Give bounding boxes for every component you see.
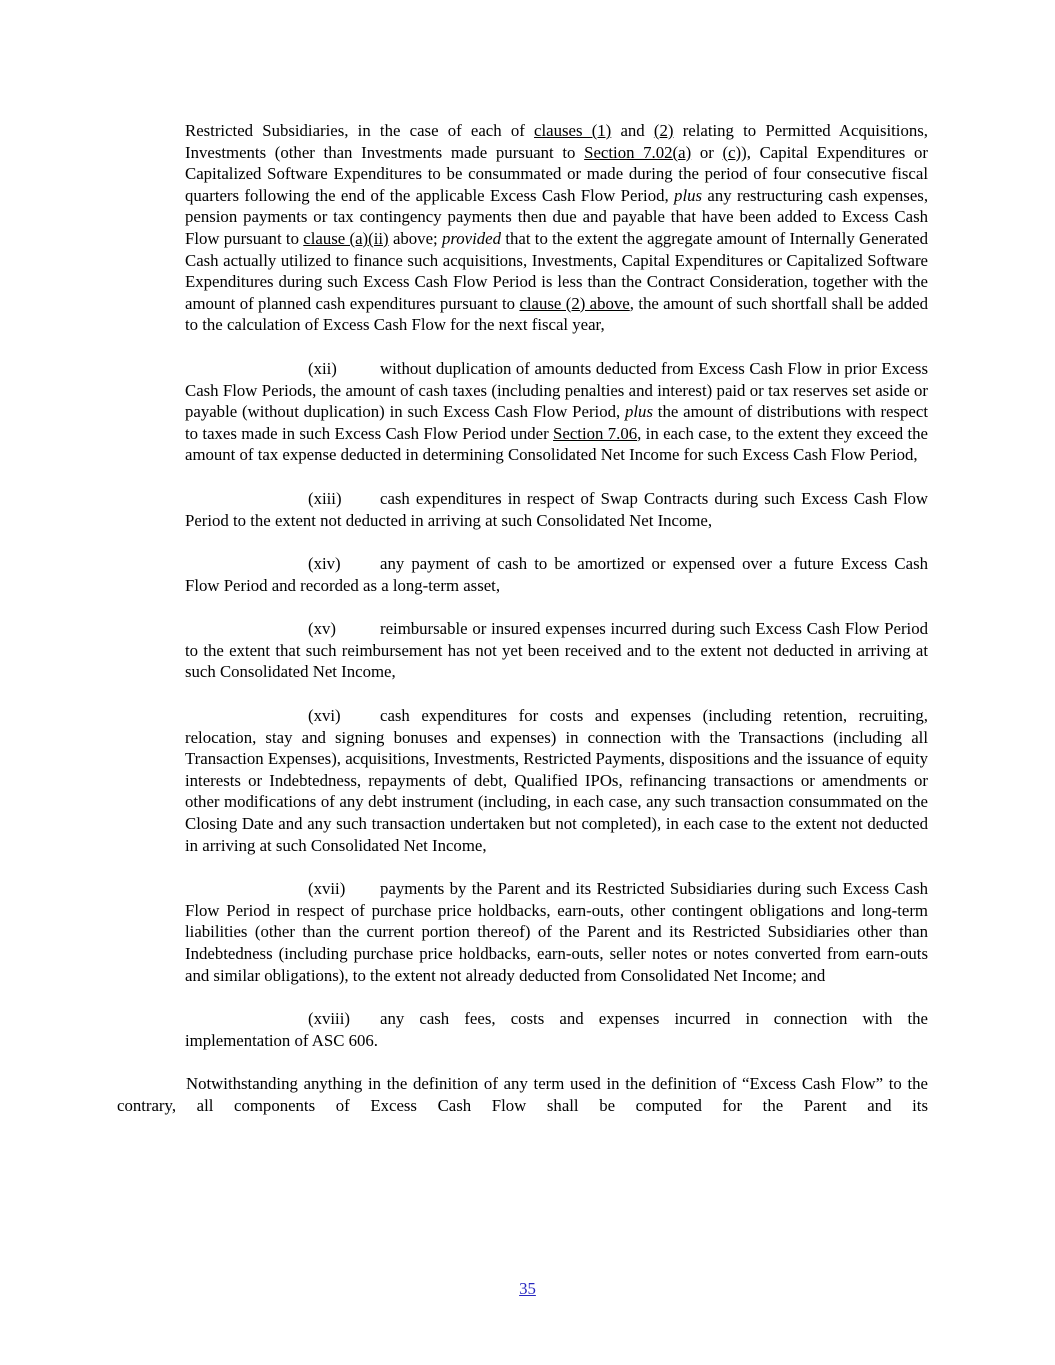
clause-number: (xiii): [308, 488, 342, 508]
clause-number: (xii): [308, 358, 337, 378]
paragraph-xiv: [185, 553, 928, 596]
text-segment: any cash fees, costs and expenses incurred in connection with the implementation of ASC 606.: [185, 1009, 928, 1050]
text-segment: ), Capital Expenditures or Capitalized Software Expenditures to be consummated or made during the period of four consecutive fiscal quarters following the end of the applicable Excess Cash Flow Period,: [185, 142, 928, 205]
cross-reference: Section 7.02(a): [584, 142, 692, 162]
clause-number: (xv): [308, 619, 336, 639]
text-segment: Restricted Subsidiaries, in the case of each of: [185, 121, 535, 140]
text-segment: payments by the Parent and its Restricted Subsidiaries during such Excess Cash Flow Period in respect of purchase price holdbacks, earn-outs, other contingent obligations and long-term liabilities (other than the current portion thereof) of the Parent and its Restricted Subsidiaries other than Indebtedness (including purchase price holdbacks, earn-outs, seller notes or notes converted from earn-outs and similar obligations), to the extent not already deducted from Consolidated Net Income; and: [185, 879, 928, 985]
text-segment: any payment of cash to be amortized or expensed over a future Excess Cash Flow Period and recorded as a long-term asset,: [185, 554, 928, 595]
clause-number: (xvii): [308, 879, 346, 899]
italic-text: plus: [625, 402, 653, 422]
text-segment: reimbursable or insured expenses incurred during such Excess Cash Flow Period to the extent that such reimbursement has not yet been received and to the extent not deducted in arriving at such Consolidated Net Income,: [185, 619, 928, 682]
text-segment: relating to Permitted Acquisitions, Investments (other than Investments made pursuant to: [185, 121, 928, 162]
clause-number: (xiv): [308, 554, 341, 574]
paragraph-xv: [185, 618, 928, 683]
paragraph-xvi: [185, 705, 928, 856]
text-segment: above;: [388, 228, 442, 248]
paragraph-xviii: [185, 1008, 928, 1051]
italic-text: provided: [441, 228, 502, 248]
cross-reference: clauses (1): [534, 121, 612, 140]
text-segment: the amount of distributions with respect to taxes made in such Excess Cash Flow Period under: [185, 402, 928, 443]
text-segment: any restructuring cash expenses, pension payments or tax contingency payments then due and payable that have been added to Excess Cash Flow pursuant to: [185, 185, 929, 248]
italic-text: plus: [674, 185, 703, 205]
paragraph-xiii: [185, 488, 928, 531]
document-body: [117, 120, 929, 1117]
cross-reference: clause (a)(ii): [303, 228, 389, 248]
text-segment: without duplication of amounts deducted from Excess Cash Flow in prior Excess Cash Flow Periods, the amount of cash taxes (including penalties and interest) paid or tax reserves set aside or payable (without duplication) in such Excess Cash Flow Period,: [185, 358, 928, 422]
cross-reference: Section 7.06: [553, 423, 638, 443]
cross-reference: (c): [722, 142, 742, 162]
text-segment: cash expenditures for costs and expenses (including retention, recruiting, relocation, stay and signing bonuses and expenses) in connection with the Transactions (including all Transaction Expenses), acquisitions, Investments, Restricted Payments, dispositions and the issuance of equity interests or Indebtedness, repayments of debt, Qualified IPOs, refinancing transactions or amendments or other modifications of any debt instrument (including, in each case, any such transaction consummated on the Closing Date and any such transaction undertaken but not completed), in each case to the extent not deducted in arriving at such Consolidated Net Income,: [185, 706, 928, 855]
text-segment: that to the extent the aggregate amount of Internally Generated Cash actually utilized to finance such acquisitions, Investments, Capital Expenditures or Capitalized Software Expenditures during such Excess Cash Flow Period is less than the Contract Consideration, together with the amount of planned cash expenditures pursuant to: [185, 228, 928, 313]
cross-reference: clause (2) above: [519, 293, 630, 313]
paragraph-xii: [185, 358, 928, 466]
text-segment: Notwithstanding anything in the definition of any term used in the definition of “Excess Cash Flow” to the contrary, all components of Excess Cash Flow shall be computed for the Parent and its: [117, 1074, 928, 1115]
clause-number: (xviii): [308, 1009, 350, 1029]
text-segment: , in each case, to the extent they exceed the amount of tax expense deducted in determining Consolidated Net Income for such Excess Cash Flow Period,: [185, 423, 929, 465]
text-segment: cash expenditures in respect of Swap Contracts during such Excess Cash Flow Period to the extent not deducted in arriving at such Consolidated Net Income,: [185, 488, 928, 530]
paragraph-continuation: [185, 120, 928, 336]
paragraph-notwithstanding: [117, 1073, 928, 1116]
cross-reference: (2): [653, 121, 674, 140]
page-footer: [0, 1278, 1055, 1300]
text-segment: and: [611, 121, 654, 140]
page-number-link[interactable]: 35: [519, 1279, 536, 1298]
clause-number: (xvi): [308, 706, 341, 726]
text-segment: or: [691, 142, 723, 162]
text-segment: , the amount of such shortfall shall be added to the calculation of Excess Cash Flow for the next fiscal year,: [185, 293, 928, 335]
paragraph-xvii: [185, 878, 928, 986]
